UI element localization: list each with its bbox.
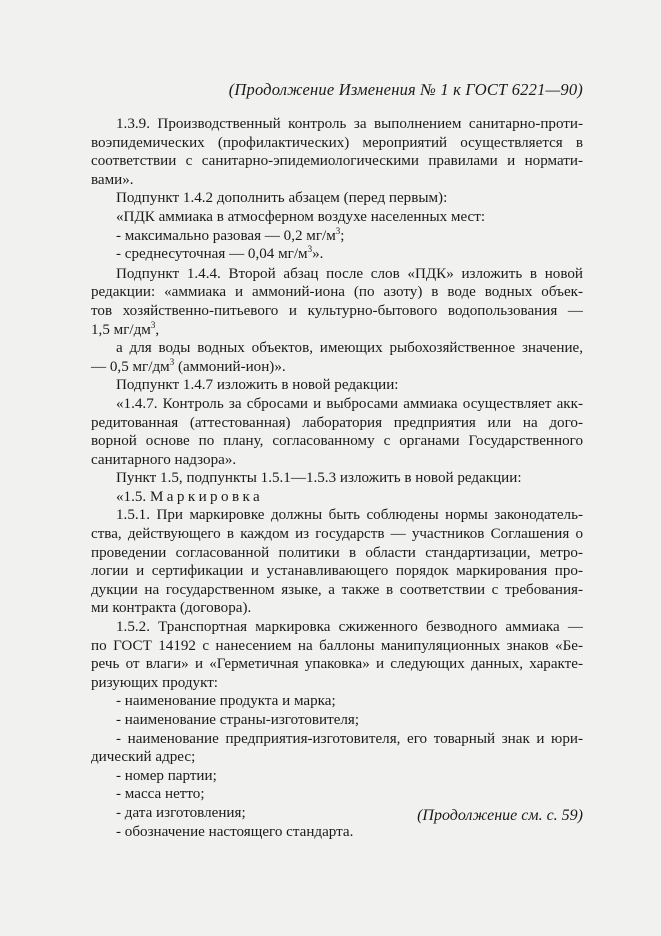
text-line: вами». <box>91 171 134 188</box>
text-line: а для воды водных объектов, имеющих рыбохозяйственное значение, <box>116 340 583 357</box>
text-line: Подпункт 1.4.7 изложить в новой редакции: <box>116 377 399 394</box>
text-line: воэпидемических (профилактических) мероприятий осуществляется в <box>91 134 583 151</box>
text-line: «1.5. Маркировка <box>116 488 264 505</box>
text-line: - среднесуточная — 0,04 $мг/м^3$». <box>116 244 324 263</box>
text-line: ризующих продукт: <box>91 674 218 691</box>
text-line: Подпункт 1.4.2 дополнить абзацем (перед первым): <box>116 190 448 207</box>
text-line: логии и сертификации и устанавливающего порядок маркирования про- <box>91 563 583 580</box>
text-line: 1.5.2. Транспортная маркировка сжиженного безводного аммиака — <box>116 619 583 636</box>
page-footer: (Продолжение см. с. 59) <box>417 807 583 824</box>
text-line: редитованная (аттестованная) лаборатория предприятия или на дого- <box>91 414 583 431</box>
text-line: ми контракта (договора). <box>91 600 252 617</box>
page-header: (Продолжение Изменения № 1 к ГОСТ 6221—90) <box>228 80 583 99</box>
text-line: - наименование предприятия-изготовителя, его товарный знак и юри- <box>116 730 583 747</box>
text-line: редакции: «аммиака и аммоний-иона (по азоту) в воде водных объек- <box>91 284 583 301</box>
text-line: 1.5.1. При маркировке должны быть соблюдены нормы законодатель- <box>116 507 583 524</box>
text-line: «ПДК аммиака в атмосферном воздухе населенных мест: <box>116 208 486 225</box>
text-line: санитарного надзора». <box>91 451 237 468</box>
text-line: Пункт 1.5, подпункты 1.5.1—1.5.3 изложить в новой редакции: <box>116 470 522 487</box>
text-line: дукции на государственном языке, а также в соответствии с требования- <box>91 581 583 598</box>
text-line: проведении согласованной политики в области стандартизации, метро- <box>91 544 583 561</box>
text-line: — 0,5 $мг/дм^3$ (аммоний-ион)». <box>91 356 286 375</box>
text-line: - номер партии; <box>116 767 217 784</box>
text-line: дический адрес; <box>91 749 196 766</box>
body-text <box>91 115 583 841</box>
text-line: - наименование страны-изготовителя; <box>116 712 360 728</box>
text-line: 1.3.9. Производственный контроль за выполнением санитарно-проти- <box>116 116 583 132</box>
text-line: - обозначение настоящего стандарта. <box>116 823 354 840</box>
text-line: - дата изготовления; <box>116 804 246 821</box>
text-line: - наименование продукта и марка; <box>116 693 336 710</box>
text-line: - максимально разовая — 0,2 $мг/м^3$; <box>116 225 345 244</box>
text-line: ства, действующего в каждом из государств — участников Соглашения о <box>91 526 583 543</box>
text-line: по ГОСТ 14192 с нанесением на баллоны манипуляционных знаков «Бе- <box>91 637 583 654</box>
text-line: ворной основе по плану, согласованному с органами Государственного <box>91 433 583 450</box>
text-line: 1,5 $мг/дм^3$, <box>91 319 160 338</box>
text-line: Подпункт 1.4.4. Второй абзац после слов «ПДК» изложить в новой <box>116 265 583 282</box>
text-line: «1.4.7. Контроль за сбросами и выбросами аммиака осуществляет акк- <box>116 395 583 412</box>
text-line: тов хозяйственно-питьевого и культурно-бытового водопользования — <box>91 302 583 319</box>
text-line: соответствии с санитарно-эпидемиологическими правилами и нормати- <box>91 153 583 170</box>
text-line: - масса нетто; <box>116 786 205 803</box>
text-line: речь от влаги» и «Герметичная упаковка» и следующих данных, характе- <box>91 656 583 673</box>
